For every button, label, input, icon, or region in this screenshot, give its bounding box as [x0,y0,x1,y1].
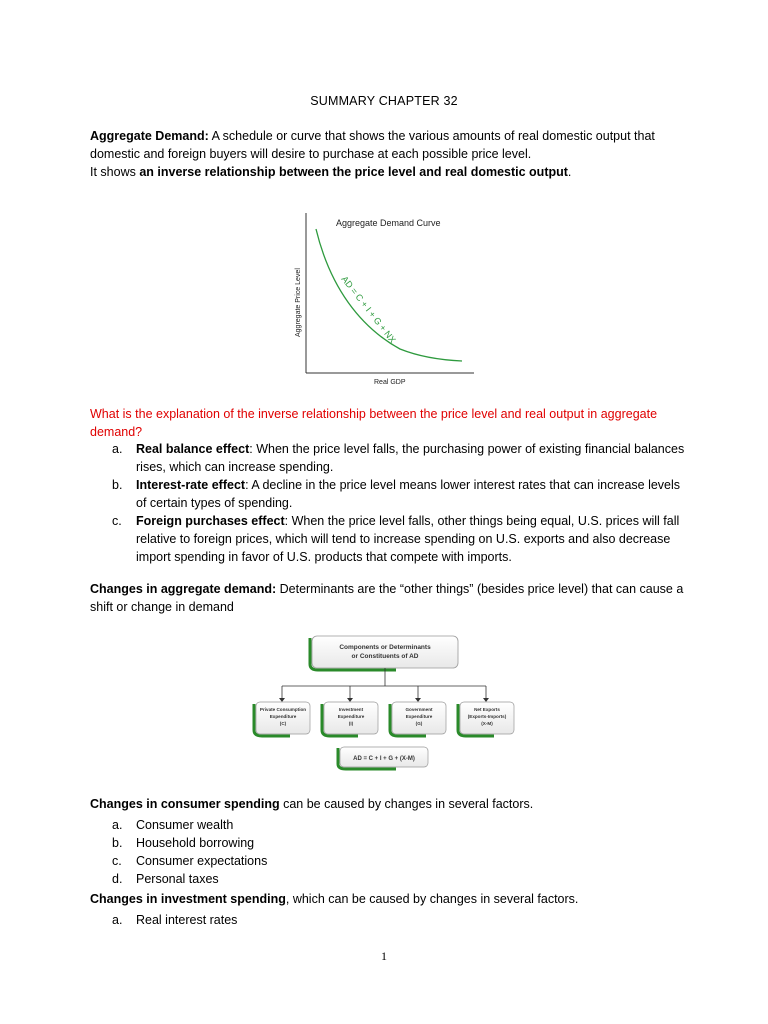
ad-line2-bold: an inverse relationship between the price level and real domestic output [139,165,568,179]
effect-text: : When the price level falls, other things being equal, U.S. prices will fall relative to foreign prices, which will tend to increase spending on U.S. exports and also decrease import spending in favor of U.S. products that compete with imports. [136,514,680,564]
investment-paragraph [90,890,690,908]
consumer-term: Changes in consumer spending [90,797,280,811]
changes-text: Determinants are the “other things” (besides price level) that can cause a shift or change in demand [90,582,684,614]
effect-text: : A decline in the price level means lower interest rates that can increase levels of certain types of spending. [136,478,681,510]
list-item: a. Real interest rates [112,913,238,927]
list-marker: a. [112,442,123,456]
consumer-text: can be caused by changes in several factors. [279,797,534,811]
list-item [90,440,690,476]
svg-text:Expenditure: Expenditure [337,714,365,719]
formula-text: AD = C + I + G + (X-M) [353,756,415,762]
page-title: SUMMARY CHAPTER 32 [310,94,458,108]
top-box [312,636,458,668]
svg-text:Government: Government [405,707,433,712]
ad-term: Aggregate Demand: [90,129,209,143]
ad-components-diagram [246,630,522,772]
svg-text:(X-M): (X-M) [481,721,493,726]
svg-text:Investment: Investment [338,707,364,712]
component-box-consumption [254,702,310,736]
curve-label: AD = C + I + G + NX [339,274,398,345]
ad-definition [90,127,690,181]
top-box-line2: or Constituents of AD [351,653,419,660]
question-text: What is the explanation of the inverse relationship between the price level and real output in aggregate demand? [90,407,658,439]
ad-line2-pre: It shows [90,165,140,179]
investment-term: Changes in investment spending [90,892,286,906]
chart-ylabel: Aggregate Price Level [295,268,302,337]
svg-text:(C): (C) [279,721,287,726]
chart-title: Aggregate Demand Curve [336,218,441,228]
effect-term: Foreign purchases effect [136,514,285,528]
page-number: 1 [381,949,387,963]
changes-term: Changes in aggregate demand: [90,582,277,596]
svg-text:(Exports-Imports): (Exports-Imports) [467,714,507,719]
arrowhead [279,698,285,702]
chart-xlabel: Real GDP [374,379,406,386]
ad-curve-figure [290,207,480,389]
list-item [90,476,690,512]
svg-text:Net Exports: Net Exports [474,707,500,712]
list-item [90,512,690,566]
component-box-net-exports [458,702,514,736]
effect-term: Interest-rate effect [136,478,246,492]
consumer-paragraph [90,795,690,813]
svg-text:(G): (G) [415,721,423,726]
top-box-line1: Components or Determinants [339,644,431,651]
list-item: b. Household borrowing [112,836,255,850]
effect-text: : When the price level falls, the purchasing power of existing financial balances rises, which can increase spending. [136,442,685,474]
component-box-investment [322,702,378,736]
investment-list [90,911,690,929]
svg-text:(I): (I) [348,721,354,726]
changes-paragraph [90,580,690,616]
ad-line2-post: . [567,165,572,179]
list-item: a. Consumer wealth [112,818,234,832]
effects-list [90,440,690,566]
list-marker: c. [112,514,122,528]
list-marker: b. [112,478,123,492]
arrowhead [415,698,421,702]
list-item: d. Personal taxes [112,872,219,886]
list-item: c. Consumer expectations [112,854,268,868]
component-box-government [390,702,446,736]
consumer-list [90,816,690,888]
svg-text:Expenditure: Expenditure [405,714,433,719]
svg-text:Expenditure: Expenditure [269,714,297,719]
effect-term: Real balance effect [136,442,250,456]
arrowhead [347,698,353,702]
ad-text: A schedule or curve that shows the various amounts of real domestic output that domestic and foreign buyers will desire to purchase at each possible price level. [90,129,655,161]
investment-text: , which can be caused by changes in several factors. [285,892,579,906]
svg-text:Private Consumption: Private Consumption [259,707,307,712]
arrowhead [483,698,489,702]
